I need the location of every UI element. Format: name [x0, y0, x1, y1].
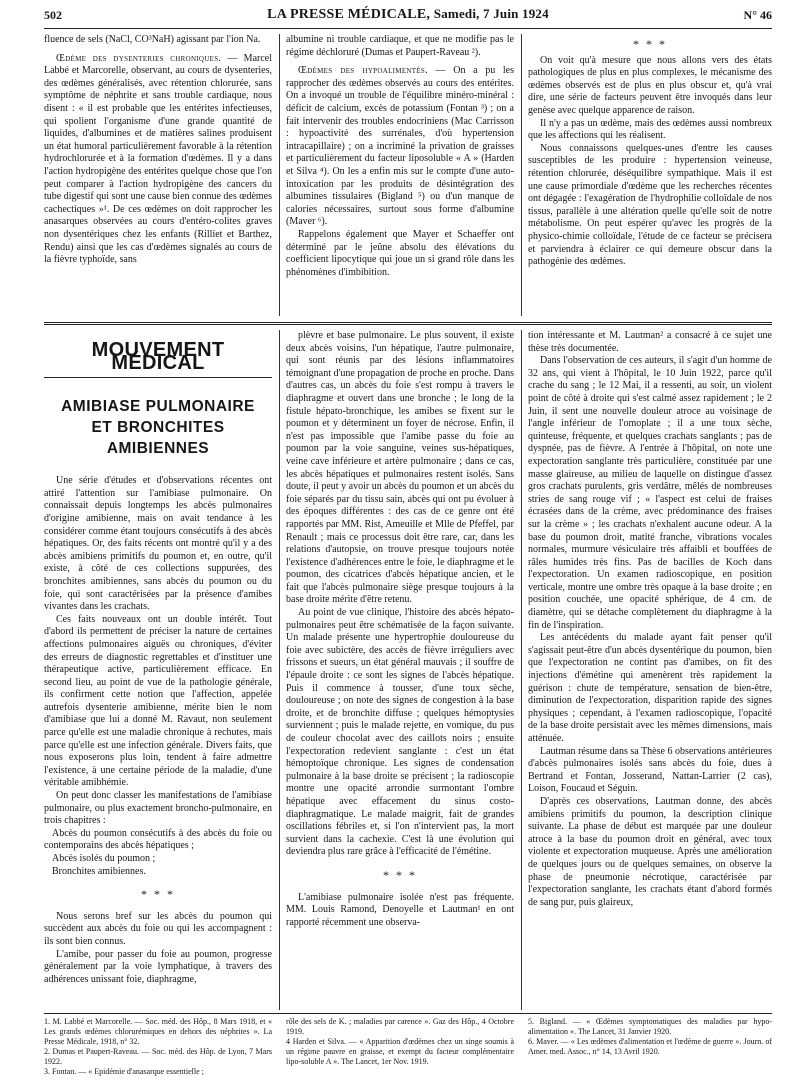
paragraph: tion intéressante et M. Lautman² a consacré à ce sujet une thèse très documentée. [528, 330, 772, 354]
section-title: MOUVEMENT MÉDICAL [91, 339, 225, 374]
bottom-column-3 [528, 330, 772, 1010]
paragraph-text: — On a pu les rapprocher des œdèmes observés au cours des entérites. On a invoqué un trouble de l'équilibre minéro-minéral : déficit de calcium, excès de potassium (Fontan ³) ; on a fait intervenir des troubles endocriniens (Mac Carrisson : hypoactivité des surrénales, d'où hypertension intracapillaire) ; on a incriminé la privation de graisses et particulièrement du facteur liposoluble « A » (Harden et Silva ⁴). On les a enfin mis sur le compte d'une auto-intoxication par les produits de désintégration des albumines tissulaires (Bigland ⁵) ou d'un manque de calories nécessaires, surtout sous forme d'albumine (Maver ⁶). [286, 65, 514, 228]
paragraph: Une série d'études et d'observations récentes ont attiré l'attention sur l'amibiase pulmonaire. On connaissait depuis longtemps les abcès pulmonaires d'origine amibienne, mais on avait tendance à les considérer comme étant toujours consécutifs à des abcès hépatiques. Or, des faits récents ont montré qu'il y a des abcès amibiens primitifs du poumon et, en outre, qu'il existe, à côté de ces collections suppurées, des bronchites amibiennes, sans abcès du poumon ou du foie, qui sont caractérisées par la présence d'amibes vivantes dans les crachats. [44, 475, 272, 613]
section-divider [44, 322, 772, 325]
section-separator-stars: * * * [141, 887, 175, 902]
footnote: 5. Bigland. — « Œdèmes symptomatiques des maladies par hypo-alimentation ». The Lancet, 31 Janvier 1920. [528, 1017, 772, 1036]
list-item: Abcès du poumon consécutifs à des abcès du foie ou contemporains des abcès hépatiques ; [44, 827, 272, 852]
article-title [44, 396, 272, 459]
paragraph-text: — Marcel Labbé et Marcorelle, observant, au cours de dysenteries, des œdèmes généralisés, avec rétention chlorurée, sans symptôme de néphrite et sans trouble cardiaque, nous disent : « il est probable que les entérites infectieuses, qui spolient l'organisme d'une grande quantité de liquides, d'albumines et de matières salines produisent un état humoral particulièrement favorable à la rétention hydrochlorurée et à la formation d'œdèmes. Il y a dans l'action hydropigène des entérites quelque chose que l'on peut comparer à l'action hydropigène des cancers du tube digestif qui sont une cause bien connue des œdèmes cachectiques »¹. De ces œdèmes on doit rapprocher les anasarques observées au cours d'entéro-colites graves non dysentériques chez les enfants (Rilliet et Barthez, Rendu) ainsi que les cas d'œdèmes signalés au cours de la fièvre typhoïde, sans [44, 52, 272, 266]
paragraph: Nous connaissons quelques-unes d'entre les causes susceptibles de les produire : hypertension veineuse, rétention chlorurée, déséquilibre sympathique. Mais il est une cause primordiale d'œdème que les recherches récentes ont dégagée : l'exagération de l'hydrophilie colloïdale de nos tissus, parallèle à une altération quelle qu'elle soit de notre métabolisme. On peut espérer qu'avec les progrès de la physico-chimie colloïdale, l'étude de ce facteur se précisera et parviendra à éclairer ce qui demeure obscur dans la pathogénie des œdèmes. [528, 142, 772, 268]
paragraph: Ces faits nouveaux ont un double intérêt. Tout d'abord ils permettent de préciser la nature de certaines affections pulmonaires aiguës ou chroniques, d'éviter des erreurs de diagnostic regrettables et d'instituer une thérapeutique active, particulièrement efficace. En second lieu, au point de vue de la pathologie générale, ils confirment cette notion que l'affection, appelée autrefois dysenterie amibienne, mérite bien le nom d'amibiase que lui a donné M. Ravaut, non seulement parce qu'elle est une maladie chronique à rechutes, mais parce qu'elle est une infection générale. Divers faits, que nous exposerons plus loin, tendent à faire admettre l'existence, à une certaine période de la maladie, d'une véritable amibhémie. [44, 613, 272, 789]
paragraph: On peut donc classer les manifestations de l'amibiase pulmonaire, ou plus exactement broncho-pulmonaire, en trois chapitres : [44, 790, 272, 827]
paragraph: On voit qu'à mesure que nous allons vers des états pathologiques de plus en plus complexes, le mécanisme des œdèmes observés est de plus en plus obscur et, qu'à vrai dire, une série de facteurs peuvent être invoqués dans leur genèse avec quelque apparence de raison. [528, 54, 772, 116]
bottom-column-2 [286, 330, 514, 1010]
journal-name: LA PRESSE MÉDICALE, [267, 7, 431, 22]
bottom-column-1 [44, 330, 272, 1010]
paragraph: L'amibe, pour passer du foie au poumon, progresse généralement par la voie lymphatique, à travers des adhérences unissant foie, diaphragme, [44, 948, 272, 985]
column-divider [521, 34, 522, 316]
paragraph: albumine ni trouble cardiaque, et que ne modifie pas le régime déchloruré (Dumas et Paupert-Raveau ²). [286, 34, 514, 58]
footnote: 3. Fontan. — « Epidémie d'anasarque essentielle ; [44, 1067, 204, 1076]
paragraph: Les antécédents du malade ayant fait penser qu'il s'agissait peut-être d'un abcès dysentérique du poumon, bien que l'expectoration ne contint pas d'amibes, on fit des injections d'émétine qui amenèrent très rapidement la guérison : chute de température, sensation de bien-être, diminution de l'expectoration, disparition rapide des signes physiques ; cependant, à l'examen radioscopique, l'opacité de la base droite persistait avec les mêmes dimensions, mais atténuée. [528, 632, 772, 744]
section-heading: Œdème des dysenteries chroniques. [56, 52, 222, 64]
footnote: 4 Harden et Silva. — « Apparition d'œdèmes chez un singe soumis à un régime pauvre en graisse, et exempt du facteur complémentaire lipo-soluble A ». The Lancet, 1er Nov. 1919. [286, 1037, 514, 1066]
footnote: rôle des sels de K. ; maladies par carence ». Gaz des Hôp., 4 Octobre 1919. [286, 1017, 514, 1036]
paragraph: L'amibiase pulmonaire isolée n'est pas fréquente. MM. Louis Ramond, Denoyelle et Lautman¹ en ont rapporté récemment une observa- [286, 891, 514, 928]
page-header [44, 6, 772, 26]
top-column-1 [44, 34, 272, 316]
paragraph: Nous serons bref sur les abcès du poumon qui succèdent aux abcès du foie ou qui les accompagnent : ils sont bien connus. [44, 910, 272, 947]
list-item: Abcès isolés du poumon ; [52, 853, 156, 864]
section-heading: Œdèmes des hypoalimentés. [298, 65, 428, 77]
footnote: 1. M. Labbé et Marcorelle. — Soc. méd. des Hôp., 8 Mars 1918, et « Les grands œdèmes chlorurémiques en dehors des néphrites ». La Presse Médicale, 1918, n° 32. [44, 1017, 272, 1046]
column-divider [521, 330, 522, 1010]
column-divider [279, 330, 280, 1010]
footnote: 2. Dumas et Paupert-Raveau. — Soc. méd. des Hôp. de Lyon, 7 Mars 1922. [44, 1047, 272, 1066]
section-separator-stars: * * * [383, 867, 417, 882]
journal-title [44, 6, 772, 23]
footnotes-column-3 [528, 1017, 772, 1057]
issue-number: N° 46 [743, 8, 772, 22]
article-title-line: AMIBIASE PULMONAIRE [61, 398, 255, 416]
footnotes-column-2 [286, 1017, 514, 1067]
title-rule [44, 377, 272, 378]
footnote: 6. Maver. — « Les œdèmes d'alimentation et l'œdème de guerre ». Journ. of Amer. med. Assoc., n° 14, 13 Avril 1920. [528, 1037, 772, 1056]
paragraph: Lautman résume dans sa Thèse 6 observations antérieures d'abcès pulmonaires isolés sans abcès du foie, dues à Bertrand et Fontan, Josserand, Nattan-Larrier (2 cas), Loison, Foucaud et Séguin. [528, 745, 772, 795]
column-divider [279, 34, 280, 316]
paragraph: fluence de sels (NaCl, CO³NaH) agissant par l'ion Na. [44, 34, 261, 45]
page-number: 502 [44, 8, 62, 22]
article-title-line: ET BRONCHITES AMIBIENNES [91, 419, 225, 458]
paragraph [286, 65, 514, 229]
top-column-3 [528, 34, 772, 316]
paragraph: Au point de vue clinique, l'histoire des abcès hépato-pulmonaires peut être schématisée de la façon suivante. Un malade présente une hypertrophie douloureuse du foie avec subictère, des accès de fièvre irréguliers avec frissons et sueurs, un état général mauvais ; il souffre de l'épaule droite : ce sont les signes de l'abcès hépatique. Puis il commence à tousser, d'une toux sèche, douloureuse ; on note des signes de congestion à la base droite, et de bronchite diffuse ; quelques hémoptysies surviennent ; puis le malade rejette, en vomique, du pus de couleur chocolat avec des caillots noirs ; ensuite l'expectoration redevient sanglante : c'est un état hémoptoïque chronique. Les signes de condensation pulmonaire à la base droite se précisent ; la radioscopie montre une opacité arrondie surmontant l'ombre hépatique avec effacement du sinus costo-diaphragmatique. Le malade maigrit, fait de grandes oscillations fébriles et, si l'on n'intervient pas, la mort survient dans la cachexie. C'est là une évolution qui deviendra plus rare grâce à l'efficacité de l'émétine. [286, 607, 514, 858]
list-item: Bronchites amibiennes. [52, 865, 146, 877]
paragraph: Rappelons également que Mayer et Schaeffer ont déterminé par le jeûne absolu des élévations du coefficient lipocytique qui joue un si grand rôle dans les phénomènes d'imbibition. [286, 228, 514, 278]
issue-date: Samedi, 7 Juin 1924 [433, 6, 549, 21]
top-column-2 [286, 34, 514, 316]
footnotes-column-1 [44, 1017, 272, 1077]
paragraph: D'après ces observations, Lautman donne, des abcès amibiens primitifs du poumon, la description clinique suivante. La phase de début est marquée par une douleur atroce à la base du poumon droit en général, avec toux violente et expectoration muqueuse. Après une amélioration de quelques jours ou de quelques semaines, on observe la phase de pneumonie nécrotique, caractérisée par l'expectoration sanglante, les crachats étant d'abord formés de sang pur, puis glaireux, [528, 795, 772, 908]
footnote-rule [44, 1013, 772, 1014]
paragraph [44, 53, 272, 267]
chapter-list [44, 828, 272, 878]
paragraph: Il n'y a pas un œdème, mais des œdèmes aussi nombreux que les affections qui les réalisent. [528, 117, 772, 142]
section-separator-stars: * * * [633, 37, 667, 51]
paragraph: plèvre et base pulmonaire. Le plus souvent, il existe deux abcès voisins, l'un hépatique, l'autre pulmonaire, qui sont réunis par des lésions inflammatoires témoignant d'une propagation de proche en proche. Dans d'autres cas, un abcès du foie s'est rompu à travers le diaphragme et ouvert dans une bronche ; le long de la fistule hépato-bronchique, les amibes se fixent sur le poumon et y déterminent un foyer de nécrose. Enfin, il n'est pas impossible que l'amibe passe du foie au poumon par la voie sanguine, veines sus-hépatiques, veine cave inférieure et artère pulmonaire ; dans ce cas, les abcès hépatiques et pulmonaires restent isolés. Sans doute, il peut y avoir un abcès du poumon et un abcès du foie séparés par du tissu sain, abcès qui ont pu évoluer à des époques différentes : des cas de ce genre ont été rapportés par MM. Rist, Ameuille et Mlle de Pfeffel, par Renault ; mais ce processus doit être rare, car, dans les relations d'autopsie, on trouve presque toujours notée l'existence d'adhérences entre le foie, le diaphragme et le poumon, des cicatrices d'abcès hépatique ancien, et le fait que l'abcès pulmonaire siège presque toujours à la base droite mérite d'être retenu. [286, 330, 514, 606]
paragraph: Dans l'observation de ces auteurs, il s'agit d'un homme de 32 ans, qui vient à l'hôpital, le 10 Juin 1922, parce qu'il crache du sang ; le 12 Mai, il a ressenti, au soir, un violent point de côté à droite qui s'est calmé assez rapidement ; le 2 Juin, il sent une nouvelle douleur atroce au voisinage de l'angle inférieur de l'omoplate ; il a une toux sèche, quinteuse, fréquente, et quelques crachats sanglants ; pas de dyspnée, pas de fièvre. A l'entrée à l'hôpital, on note une expectoration sanglante très particulière, constituée par une masse glaireuse, au milieu de laquelle on distingue d'assez gros crachats purulents, gris verdâtre, mêlés de nombreuses stries de sang rouge vif ; « l'aspect est celui de fraises écrasées dans de la crème, avec prédominance des fraises sur la crème » ; les crachats n'exhalent aucune odeur. A la base du poumon droit, matité franche, vibrations vocales normales, murmure vésiculaire très affaibli et bouffées de râles humides très fins. Pas de bacilles de Koch dans l'expectoration. Un examen radioscopique, en position verticale, montre une ombre très opaque à la base droite ; en position couchée, une opacité sphérique, de 4 cm. de diamètre, qui se détache complètement du diaphragme à la fin de l'inspiration. [528, 355, 772, 631]
header-rule [44, 28, 772, 29]
